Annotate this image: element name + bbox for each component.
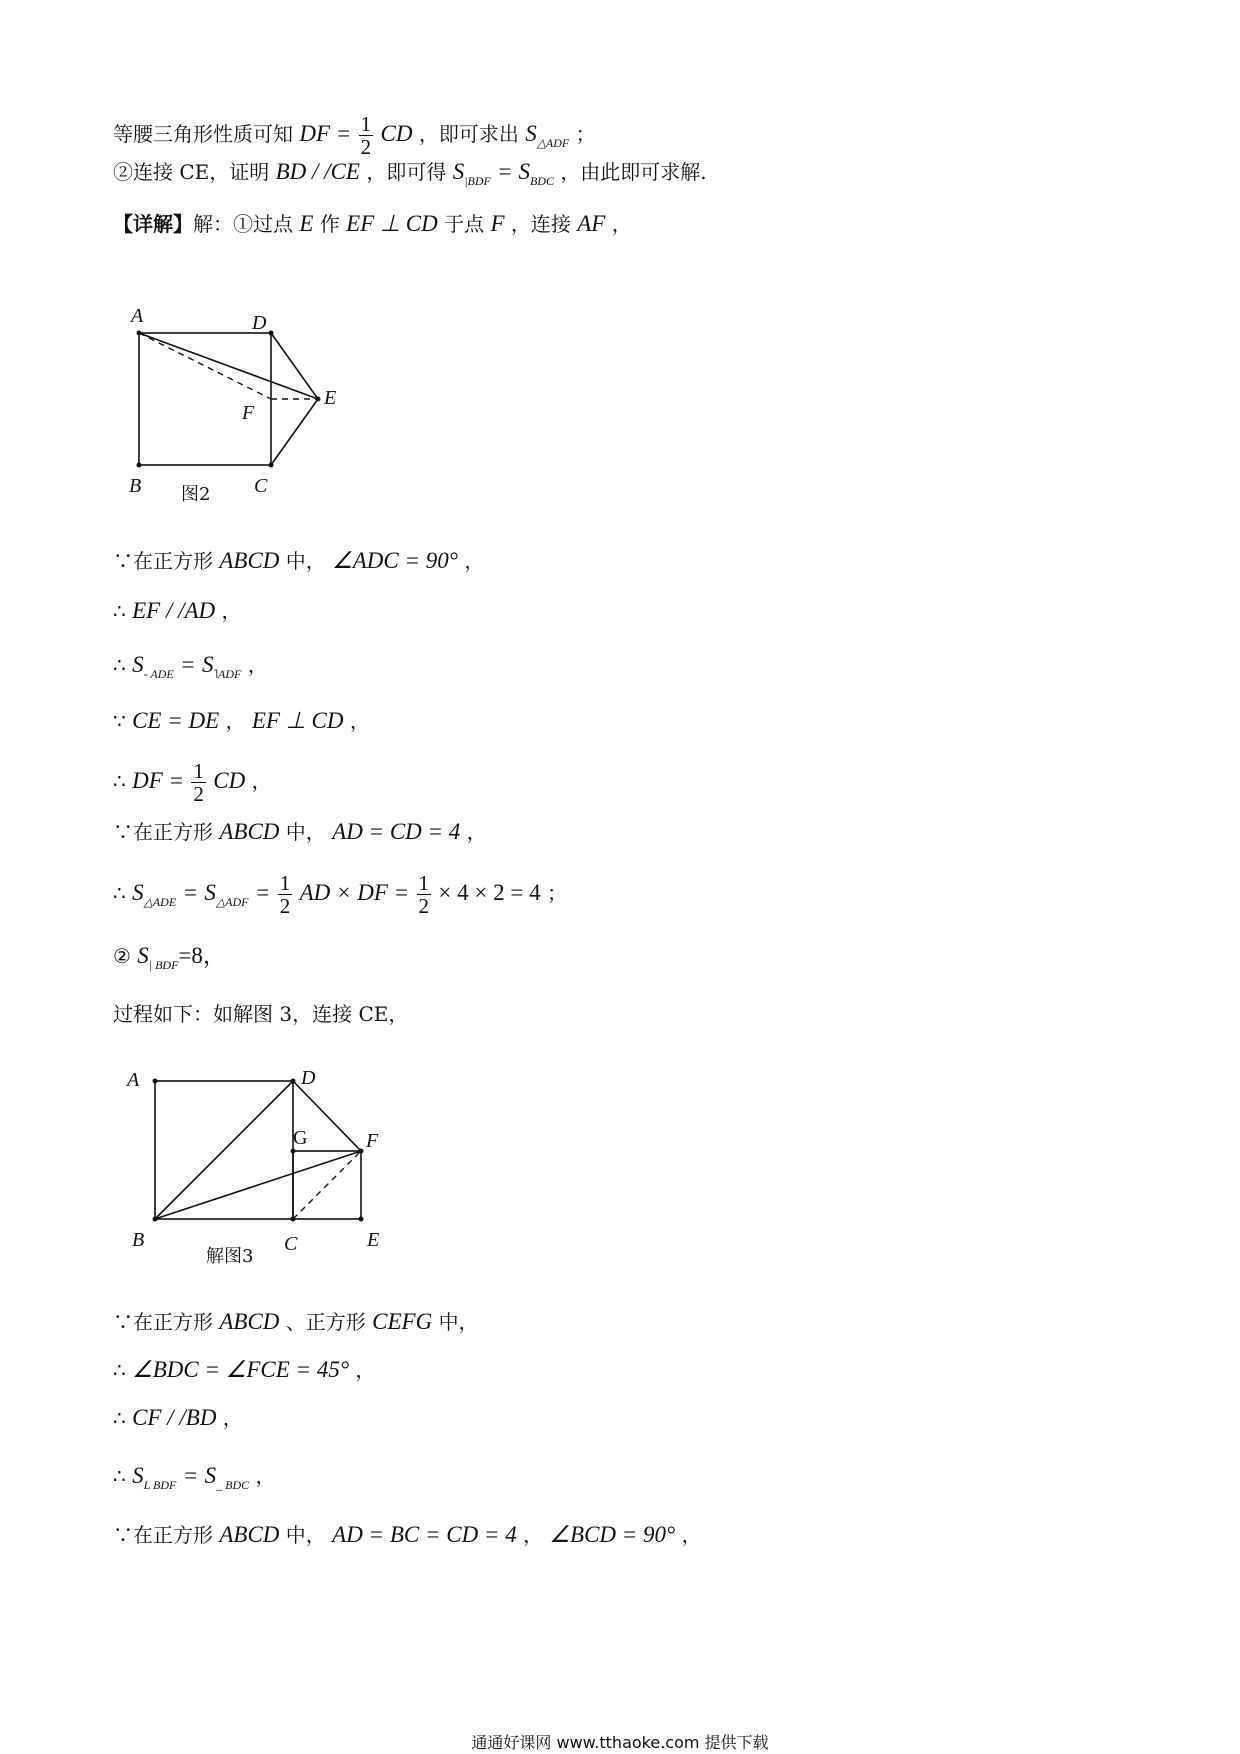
text: ② (113, 944, 131, 968)
text-line-4 (113, 547, 484, 575)
point-e (359, 1217, 364, 1222)
math-eq: = (254, 880, 271, 905)
text: 于点 (444, 212, 485, 236)
denominator: 2 (360, 135, 372, 159)
math-eq-8: =8， (178, 943, 226, 968)
text: ， (255, 1464, 276, 1488)
math-cf-par-bd: CF / /BD (132, 1405, 217, 1430)
text: ，即可求出 (418, 122, 519, 146)
fraction-half (278, 872, 293, 917)
math-f: F (490, 211, 505, 236)
segment-de (271, 333, 318, 399)
math-s-eq: = S (497, 159, 530, 184)
point-a (153, 1079, 158, 1084)
math-ad-cd-4: AD = CD = 4 (332, 819, 461, 844)
math-angle-bdc-fce: ∠BDC = ∠FCE = 45° (132, 1357, 350, 1382)
label-d: D (252, 312, 267, 334)
point-c (269, 463, 274, 468)
text: ，由此即可求解. (560, 160, 707, 184)
subscript: |BDF (464, 174, 491, 188)
math-abcd: ABCD (219, 1309, 280, 1334)
segment-af-dashed (139, 333, 271, 399)
math-ef-par-ad: EF / /AD (132, 598, 216, 623)
math-eq: = (182, 1463, 199, 1488)
math-s: S (452, 159, 465, 184)
text-line-16 (113, 1462, 276, 1499)
text: ∵ (113, 709, 126, 733)
text-line-13 (113, 1308, 479, 1336)
text-line-14 (113, 1356, 375, 1384)
subscript: △ADF (215, 895, 249, 909)
text-line-5 (113, 597, 242, 625)
math-ef-perp-cd: EF ⊥ CD (251, 708, 344, 733)
text: ， (523, 1523, 544, 1547)
subscript: BDC (529, 174, 554, 188)
text: ； (546, 881, 567, 905)
text: 中， (438, 1310, 479, 1334)
numerator: 1 (279, 871, 291, 895)
text: ， (247, 653, 268, 677)
text: 等腰三角形性质可知 (113, 122, 293, 146)
text: 中， (285, 820, 326, 844)
text: 解：①过点 (193, 212, 293, 236)
label-e: E (367, 1229, 380, 1251)
text: ∵在正方形 (113, 1310, 213, 1334)
text: ∴ (113, 769, 126, 793)
math-angle-adc: ∠ADC = 90° (332, 548, 458, 573)
subscript: L BDF (143, 1478, 177, 1492)
label-c: C (284, 1233, 298, 1255)
section-label: 【详解】 (113, 212, 193, 236)
denominator: 2 (193, 782, 204, 806)
point-a (137, 331, 142, 336)
math-e: E (299, 211, 314, 236)
figure-2 (120, 300, 360, 510)
text: 中， (285, 549, 326, 573)
text-line-1 (113, 113, 596, 158)
point-e (316, 397, 321, 402)
text-line-12 (113, 1000, 408, 1028)
label-g: G (293, 1127, 308, 1149)
text: ， (349, 709, 370, 733)
subscript: - ADE (143, 667, 174, 681)
text: ∵在正方形 (113, 549, 213, 573)
label-b: B (132, 1229, 145, 1251)
label-c: C (254, 475, 268, 497)
text-line-2 (113, 158, 707, 195)
text: ∴ (113, 1358, 126, 1382)
point-b (153, 1217, 158, 1222)
math-df-eq: DF = (299, 121, 352, 146)
math-s: S (137, 943, 149, 968)
math-s: S (204, 1463, 217, 1488)
text: ∵在正方形 (113, 1523, 213, 1547)
text: ∴ (113, 881, 126, 905)
numerator: 1 (193, 759, 204, 783)
math-abcd: ABCD (219, 1522, 280, 1547)
numerator: 1 (418, 871, 430, 895)
text: 中， (285, 1523, 326, 1547)
text: ，连接 (510, 212, 571, 236)
math-eq: = (182, 880, 199, 905)
math-ad-times-df: AD × DF = (299, 880, 410, 905)
text: ， (251, 769, 272, 793)
text: ， (355, 1358, 376, 1382)
label-f: F (242, 402, 255, 424)
fraction-half (417, 872, 432, 917)
math-cefg: CEFG (372, 1309, 433, 1334)
text-line-15 (113, 1404, 243, 1432)
text: 作 (319, 212, 340, 236)
text: ， (611, 212, 632, 236)
segment-cf-dashed (293, 1151, 361, 1219)
math-ef-perp-cd: EF ⊥ CD (346, 211, 438, 236)
segment-ce (271, 399, 318, 465)
text: ， (466, 820, 487, 844)
segment-bd (155, 1081, 293, 1219)
point-b (137, 463, 142, 468)
point-f (359, 1149, 364, 1154)
label-f: F (366, 1130, 379, 1152)
math-angle-bcd: ∠BCD = 90° (549, 1522, 676, 1547)
label-e: E (324, 387, 337, 409)
subscript: _ BDC (216, 1478, 250, 1492)
text: ， (225, 709, 246, 733)
text: ∴ (113, 599, 126, 623)
label-a: A (131, 305, 144, 327)
math-ce-eq-de: CE = DE (132, 708, 220, 733)
figure-3 (120, 1060, 400, 1270)
denominator: 2 (418, 894, 430, 918)
text: ； (575, 122, 596, 146)
label-b: B (129, 475, 142, 497)
math-s: S (204, 880, 216, 905)
text-line-11 (113, 942, 226, 979)
text: ，即可得 (366, 160, 447, 184)
segment-ae (139, 333, 318, 399)
math-s: S (201, 652, 214, 677)
math-af: AF (577, 211, 606, 236)
fraction-half (359, 113, 374, 158)
text-line-17 (113, 1521, 702, 1549)
math-ad-bc-cd-4: AD = BC = CD = 4 (332, 1522, 517, 1547)
math-abcd: ABCD (219, 548, 280, 573)
text-line-6 (113, 651, 268, 688)
math-abcd: ABCD (219, 819, 280, 844)
text: ∵在正方形 (113, 820, 213, 844)
math-s: S (132, 652, 144, 677)
math-bd-par-ce: BD / /CE (275, 159, 360, 184)
math-s: S (132, 1463, 144, 1488)
segment-bf (155, 1151, 361, 1219)
label-a: A (127, 1069, 140, 1091)
point-c (291, 1217, 296, 1222)
text: ， (221, 599, 242, 623)
page-footer: 通通好课网 www.tthaoke.com 提供下载 (471, 1733, 769, 1752)
text-line-3 (113, 210, 632, 238)
subscript: | BDF (148, 958, 179, 972)
figure-caption: 解图3 (206, 1246, 254, 1267)
subscript: △ADE (143, 895, 177, 909)
fraction-half (191, 760, 206, 805)
text-line-10 (113, 872, 567, 917)
text: ②连接 CE，证明 (113, 160, 270, 184)
point-d (291, 1079, 296, 1084)
point-d (269, 331, 274, 336)
figure-caption: 图2 (181, 484, 211, 505)
text: ， (681, 1523, 702, 1547)
math-s: S (132, 880, 144, 905)
math-cd: CD (380, 121, 413, 146)
label-d: D (301, 1067, 316, 1089)
math-eq: = (180, 652, 196, 677)
text: ∴ (113, 1406, 126, 1430)
denominator: 2 (279, 894, 291, 918)
text: 过程如下：如解图 3，连接 CE， (113, 1002, 409, 1026)
text: ， (222, 1406, 243, 1430)
text: 、正方形 (285, 1310, 366, 1334)
math-times-eq: × 4 × 2 = 4 (438, 880, 541, 905)
text-line-8 (113, 760, 272, 805)
text-line-7 (113, 707, 370, 735)
point-g (291, 1149, 296, 1154)
text-line-9 (113, 818, 487, 846)
square-abcd (139, 333, 271, 465)
text: ∴ (113, 1464, 126, 1488)
numerator: 1 (360, 112, 372, 136)
math-s: S (525, 121, 537, 146)
math-cd: CD (213, 768, 246, 793)
text: ， (464, 549, 485, 573)
subscript: ˥ADF (213, 667, 242, 681)
subscript: △ADF (536, 136, 570, 150)
text: ∴ (113, 653, 126, 677)
math-df-eq: DF = (132, 768, 185, 793)
